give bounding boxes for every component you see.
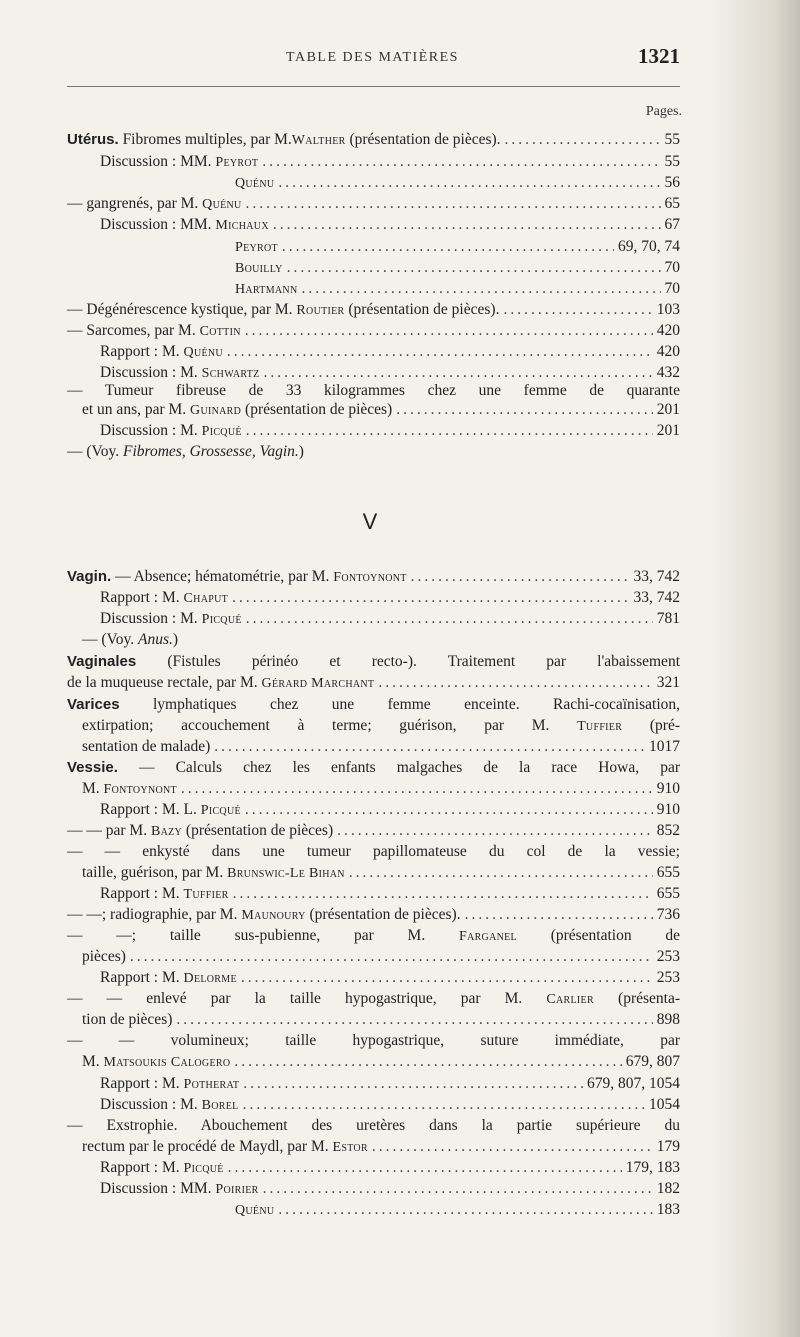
author-name: Guinard xyxy=(190,403,242,418)
entry-text-part: (présentation de pièces) xyxy=(182,822,334,839)
page-reference: 679, 807 xyxy=(625,1053,680,1070)
author-name: Carlier xyxy=(546,992,594,1007)
author-name: Bazy xyxy=(150,824,183,839)
author-name: Estor xyxy=(332,1140,368,1155)
entry-text xyxy=(82,399,392,422)
entry-text xyxy=(67,1030,680,1052)
entry-text-part: (présentation de xyxy=(516,927,680,944)
index-entry xyxy=(67,1115,680,1137)
page-reference: 898 xyxy=(656,1011,680,1028)
entry-text-part: — Sarcomes, par M. xyxy=(67,322,200,339)
index-entry xyxy=(100,799,680,821)
entry-text-part: sentation de malade) xyxy=(82,738,211,755)
entry-text xyxy=(67,757,680,779)
entry-text xyxy=(67,299,499,322)
index-entry xyxy=(82,862,680,884)
entry-text-part: — Exstrophie. Abouchement des uretères dans la partie supérieure du xyxy=(67,1117,680,1134)
page-reference: 179 xyxy=(656,1138,680,1155)
entry-text-part: M. xyxy=(82,1053,104,1070)
author-name: Quénu xyxy=(235,176,275,191)
entry-text xyxy=(67,441,304,463)
author-name: Borel xyxy=(201,1098,239,1113)
index-entry xyxy=(67,441,304,463)
index-entry xyxy=(82,1009,680,1031)
leader-dots xyxy=(234,1051,621,1073)
header-title: TABLE DES MATIÈRES xyxy=(286,50,459,65)
running-header xyxy=(65,44,680,74)
leader-dots xyxy=(241,967,653,989)
entry-text xyxy=(67,694,680,716)
entry-text xyxy=(100,608,242,631)
entry-text-part: — (Voy. xyxy=(67,443,123,460)
index-entry xyxy=(67,651,680,673)
author-name: Routier xyxy=(296,303,345,318)
page-reference: 1017 xyxy=(649,738,680,755)
page-edge-shadow xyxy=(710,0,800,1337)
author-name: Michaux xyxy=(215,218,269,233)
index-entry xyxy=(100,214,680,236)
entry-text xyxy=(67,820,333,843)
leader-dots xyxy=(243,1094,645,1116)
page-reference: 679, 807, 1054 xyxy=(587,1075,680,1092)
entry-text-part: — Dégénérescence kystique, par M. xyxy=(67,301,297,318)
leader-dots xyxy=(246,420,653,442)
page-reference: 55 xyxy=(664,131,680,148)
author-name: Picqué xyxy=(201,612,242,627)
index-entry xyxy=(100,967,680,989)
leader-dots xyxy=(278,1199,652,1221)
entry-text-part: — gangrenés, par M. xyxy=(67,195,203,212)
index-entry xyxy=(67,299,680,321)
entry-text xyxy=(100,420,242,443)
index-entry xyxy=(235,1199,680,1221)
entry-text-part: Discussion : M. xyxy=(100,1096,202,1113)
leader-dots xyxy=(246,193,661,215)
leader-dots xyxy=(273,214,661,236)
index-entry xyxy=(82,1051,680,1073)
index-entry xyxy=(67,820,680,842)
leader-dots xyxy=(245,799,653,821)
leader-dots xyxy=(262,151,660,173)
entry-text-part: Discussion : M. xyxy=(100,364,202,381)
entry-text xyxy=(67,841,680,863)
entry-text xyxy=(82,1009,172,1031)
leader-dots xyxy=(396,399,653,421)
page-reference: 69, 70, 74 xyxy=(618,238,680,255)
leader-dots xyxy=(378,672,652,694)
author-name: Gérard Marchant xyxy=(261,676,375,691)
entry-text-part: — — enlevé par la taille hypogastrique, par M. xyxy=(67,990,547,1007)
page-reference: 33, 742 xyxy=(633,568,680,585)
entry-text-part: Rapport : M. L. xyxy=(100,801,201,818)
page-reference: 67 xyxy=(664,216,680,233)
index-entry xyxy=(100,341,680,363)
index-entry xyxy=(82,399,680,421)
author-name: Fontoynont xyxy=(333,570,407,585)
entry-text xyxy=(82,946,126,968)
entry-text-part: Rapport : M. xyxy=(100,343,184,360)
page-reference: 910 xyxy=(656,801,680,818)
entry-text-part: (présentation de pièces). xyxy=(305,906,461,923)
page-reference: 420 xyxy=(656,343,680,360)
page-reference: 70 xyxy=(664,259,680,276)
entry-text-part: — Tumeur fibreuse de 33 kilogrammes chez une femme de quarante xyxy=(67,382,680,399)
index-entry xyxy=(67,566,680,588)
leader-dots xyxy=(411,566,630,588)
author-name: Quénu xyxy=(202,197,242,212)
entry-text-part: (Fistules périnéo et recto-). Traitement par l'abaissement xyxy=(136,653,680,670)
entry-text-part: — (Voy. xyxy=(82,631,138,648)
page-reference: 253 xyxy=(656,948,680,965)
page-reference: 183 xyxy=(656,1201,680,1218)
leader-dots xyxy=(243,1073,583,1095)
entry-text-part: lymphatiques chez une femme enceinte. Rachi-cocaïnisation, xyxy=(119,696,680,713)
leader-dots xyxy=(233,883,653,905)
entry-keyword: Varices xyxy=(67,696,120,713)
leader-dots xyxy=(372,1136,653,1158)
index-entry xyxy=(82,715,680,737)
entry-text xyxy=(100,587,228,610)
entry-text xyxy=(235,257,283,280)
entry-text-part: — Absence; hématométrie, par M. xyxy=(111,568,334,585)
author-name: Delorme xyxy=(183,971,237,986)
entry-text-part: Discussion : MM. xyxy=(100,216,216,233)
section-letter: V xyxy=(362,509,378,534)
page-reference: 655 xyxy=(656,885,680,902)
entry-text-part: Fibromes multiples, par M. xyxy=(118,131,292,148)
entry-text xyxy=(67,904,461,927)
leader-dots xyxy=(245,320,653,342)
page-reference: 420 xyxy=(656,322,680,339)
entry-text-part: Discussion : M. xyxy=(100,610,202,627)
entry-text xyxy=(67,566,407,589)
author-name: Maunoury xyxy=(241,908,306,923)
index-entry xyxy=(82,1136,680,1158)
entry-text-part: Rapport : M. xyxy=(100,1075,184,1092)
leader-dots xyxy=(232,587,629,609)
leader-dots xyxy=(181,778,653,800)
leader-dots xyxy=(263,1178,653,1200)
author-name: Quénu xyxy=(183,345,223,360)
entry-text xyxy=(100,967,237,990)
author-name: Potherat xyxy=(183,1077,240,1092)
author-name: Chaput xyxy=(183,591,229,606)
index-entry xyxy=(235,278,680,300)
author-name: Fontoynont xyxy=(103,782,177,797)
entry-text-part: Discussion : M. xyxy=(100,422,202,439)
author-name: Picqué xyxy=(201,424,242,439)
author-name: Bouilly xyxy=(235,261,283,276)
page-reference: 55 xyxy=(664,153,680,170)
index-entry xyxy=(67,988,680,1010)
leader-dots xyxy=(214,736,645,758)
entry-text-part: (présentation de pièces) xyxy=(241,401,393,418)
author-name: Picqué xyxy=(183,1161,224,1176)
index-entry xyxy=(100,1073,680,1095)
entry-text-part: (présentation de pièces). xyxy=(345,131,501,148)
entry-text xyxy=(235,1199,274,1222)
author-name: Hartmann xyxy=(235,282,298,297)
entry-text-part: (présenta- xyxy=(593,990,680,1007)
page-number: 1321 xyxy=(638,44,680,68)
author-name: Picqué xyxy=(200,803,241,818)
index-entry xyxy=(67,129,680,151)
index-entry xyxy=(67,757,680,779)
entry-text xyxy=(67,1115,680,1137)
index-entry xyxy=(235,236,680,258)
index-entry xyxy=(235,172,680,194)
author-name: Schwartz xyxy=(201,366,260,381)
author-name: Peyrot xyxy=(235,240,278,255)
cross-reference: Anus. xyxy=(137,631,173,648)
entry-text xyxy=(82,862,345,885)
index-entry xyxy=(67,841,680,863)
pages-column-label: Pages. xyxy=(645,104,682,119)
entry-text xyxy=(67,672,374,695)
author-name: Poirier xyxy=(215,1182,259,1197)
author-name: Cottin xyxy=(199,324,241,339)
author-name: Peyrot xyxy=(215,155,259,170)
entry-text xyxy=(100,1073,239,1096)
entry-text-part: taille, guérison, par M. xyxy=(82,864,228,881)
entry-text-part: Rapport : M. xyxy=(100,885,184,902)
entry-text xyxy=(67,988,680,1011)
index-entry xyxy=(100,151,680,173)
author-name: Tuffier xyxy=(183,887,229,902)
entry-text xyxy=(100,341,223,364)
entry-text xyxy=(82,1051,230,1074)
entry-keyword: Utérus. xyxy=(67,131,119,148)
entry-text-part: — Calculs chez les enfants malgaches de la race Howa, par xyxy=(117,759,680,776)
entry-text xyxy=(67,193,242,216)
entry-text-part: Rapport : M. xyxy=(100,969,184,986)
page-reference: 852 xyxy=(656,822,680,839)
entry-text xyxy=(67,925,680,948)
page-reference: 201 xyxy=(656,401,680,418)
entry-text-part: (présentation de pièces). xyxy=(344,301,500,318)
index-entry xyxy=(82,736,680,758)
index-entry xyxy=(67,904,680,926)
page-reference: 182 xyxy=(656,1180,680,1197)
page-reference: 1054 xyxy=(649,1096,680,1113)
page-reference: 736 xyxy=(656,906,680,923)
cross-reference: Fibromes, Grossesse, Vagin. xyxy=(122,443,299,460)
entry-text-part: extirpation; accouchement à terme; guérison, par M. xyxy=(82,717,578,734)
page-reference: 321 xyxy=(656,674,680,691)
leader-dots xyxy=(246,608,653,630)
entry-text-part: — —; radiographie, par M. xyxy=(67,906,242,923)
entry-text xyxy=(82,629,178,651)
index-entry xyxy=(67,925,680,947)
index-entry xyxy=(67,320,680,342)
entry-text xyxy=(100,799,241,822)
header-rule xyxy=(67,86,680,87)
entry-text-part: Discussion : MM. xyxy=(100,153,216,170)
page-reference: 103 xyxy=(656,301,680,318)
index-entry xyxy=(67,672,680,694)
page-reference: 910 xyxy=(656,780,680,797)
page-reference: 432 xyxy=(656,364,680,381)
index-entry xyxy=(67,694,680,716)
entry-text-part: rectum par le procédé de Maydl, par M. xyxy=(82,1138,333,1155)
index-entry xyxy=(235,257,680,279)
entry-keyword: Vessie. xyxy=(67,759,118,776)
entry-text xyxy=(100,214,269,237)
entry-text xyxy=(100,1094,239,1117)
entry-text xyxy=(82,715,680,738)
entry-text-part: Discussion : MM. xyxy=(100,1180,216,1197)
entry-text xyxy=(100,883,229,906)
author-name: Brunswic-Le Bihan xyxy=(227,866,345,881)
entry-text xyxy=(82,1136,368,1159)
entry-text-part: — —; taille sus-pubienne, par M. xyxy=(67,927,459,944)
entry-text xyxy=(82,736,210,758)
leader-dots xyxy=(278,172,660,194)
entry-text xyxy=(67,320,241,343)
entry-text xyxy=(235,236,278,259)
page-reference: 781 xyxy=(656,610,680,627)
index-entry xyxy=(100,883,680,905)
author-name: Tuffier xyxy=(577,719,623,734)
entry-text-part: ) xyxy=(298,443,304,460)
author-name: Quénu xyxy=(235,1203,275,1218)
leader-dots xyxy=(465,904,653,926)
leader-dots xyxy=(227,341,653,363)
entry-text xyxy=(67,651,680,673)
index-entry xyxy=(100,1157,680,1179)
page-reference: 33, 742 xyxy=(633,589,680,606)
page-reference: 253 xyxy=(656,969,680,986)
entry-text xyxy=(235,278,297,301)
entry-text-part: — — par M. xyxy=(67,822,151,839)
leader-dots xyxy=(287,257,661,279)
entry-keyword: Vaginales xyxy=(67,653,137,670)
author-name: Farganel xyxy=(458,929,517,944)
entry-text-part: et un ans, par M. xyxy=(82,401,191,418)
index-entry xyxy=(82,778,680,800)
entry-text-part: Rapport : M. xyxy=(100,1159,184,1176)
leader-dots xyxy=(130,946,653,968)
entry-text xyxy=(100,1157,224,1180)
entry-text xyxy=(67,129,501,152)
index-entry xyxy=(100,608,680,630)
entry-text-part: (pré- xyxy=(622,717,680,734)
leader-dots xyxy=(228,1157,622,1179)
entry-text-part: — — enkysté dans une tumeur papillomateuse du col de la vessie; xyxy=(67,843,680,860)
entry-text xyxy=(100,151,258,174)
leader-dots xyxy=(337,820,653,842)
index-entry xyxy=(67,1030,680,1052)
index-entry xyxy=(82,946,680,968)
index-entry xyxy=(67,193,680,215)
page-reference: 70 xyxy=(664,280,680,297)
author-name: Walther xyxy=(291,133,346,148)
entry-text-part: tion de pièces) xyxy=(82,1011,173,1028)
entry-text-part: de la muqueuse rectale, par M. xyxy=(67,674,262,691)
entry-text-part: Rapport : M. xyxy=(100,589,184,606)
page-reference: 201 xyxy=(656,422,680,439)
leader-dots xyxy=(282,236,614,258)
entry-text xyxy=(100,1178,259,1201)
leader-dots xyxy=(176,1009,652,1031)
page-reference: 56 xyxy=(664,174,680,191)
index-entry xyxy=(82,629,178,651)
author-name: Matsoukis Calogero xyxy=(103,1055,231,1070)
index-entry xyxy=(100,587,680,609)
leader-dots xyxy=(301,278,660,300)
index-entry xyxy=(100,1178,680,1200)
entry-text-part: — — volumineux; taille hypogastrique, suture immédiate, par xyxy=(67,1032,680,1049)
entry-text-part: ) xyxy=(172,631,179,648)
entry-keyword: Vagin. xyxy=(67,568,112,585)
page-reference: 179, 183 xyxy=(625,1159,680,1176)
entry-text xyxy=(235,172,274,195)
entry-text-part: pièces) xyxy=(82,948,126,965)
page-reference: 65 xyxy=(664,195,680,212)
leader-dots xyxy=(505,129,661,151)
leader-dots xyxy=(503,299,652,321)
entry-text-part: M. xyxy=(82,780,104,797)
leader-dots xyxy=(349,862,653,884)
index-entry xyxy=(100,420,680,442)
entry-text xyxy=(82,778,177,801)
index-entry xyxy=(100,1094,680,1116)
page-reference: 655 xyxy=(656,864,680,881)
